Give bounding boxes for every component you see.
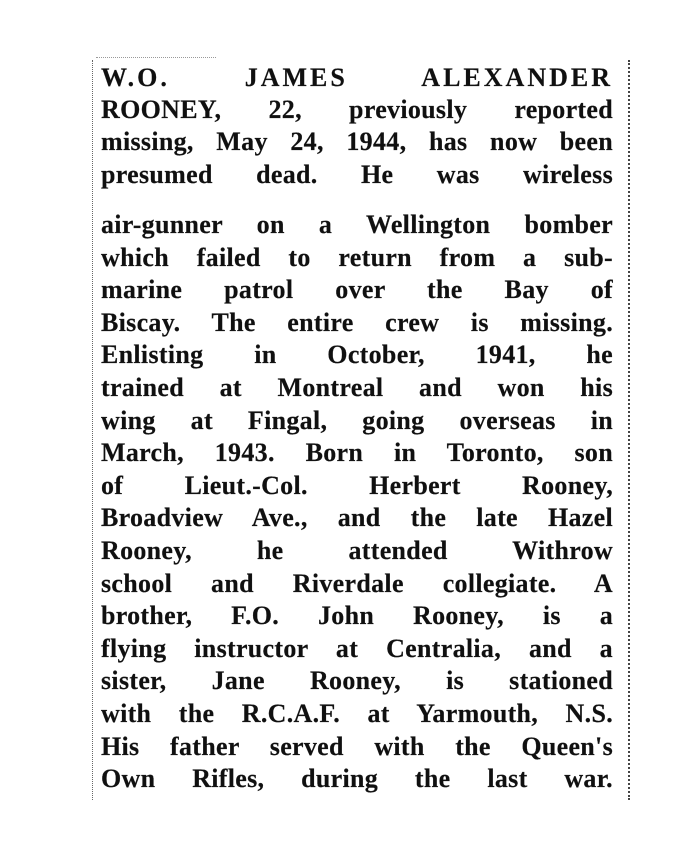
article-line: presumed dead. He was wireless	[101, 160, 613, 189]
article-line: Rooney, he attended Withrow	[101, 536, 613, 565]
article-line: Own Rifles, during the last war.	[101, 764, 613, 794]
article-line: of Lieut.-Col. Herbert Rooney,	[101, 470, 613, 500]
right-column-rule	[628, 60, 630, 800]
article-line: His father served with the Queen's	[101, 731, 613, 761]
article-line: wing at Fingal, going overseas in	[101, 405, 613, 435]
article-line: air-gunner on a Wellington bomber	[101, 210, 613, 239]
article-line: marine patrol over the Bay of	[101, 275, 613, 305]
article-line: which failed to return from a sub-	[101, 242, 613, 272]
article-line: ROONEY, 22, previously reported	[101, 95, 613, 124]
article-line: school and Riverdale collegiate. A	[101, 568, 613, 598]
article-line: flying instructor at Centralia, and a	[101, 633, 613, 663]
article-line: Broadview Ave., and the late Hazel	[101, 503, 613, 533]
left-column-rule	[92, 60, 93, 800]
article-line: brother, F.O. John Rooney, is a	[101, 601, 613, 631]
article-line: sister, Jane Rooney, is stationed	[101, 666, 613, 696]
article-line: Biscay. The entire crew is missing.	[101, 307, 613, 337]
article-line: March, 1943. Born in Toronto, son	[101, 438, 613, 468]
article-line: trained at Montreal and won his	[101, 373, 613, 402]
top-rule	[96, 57, 216, 58]
headline: W.O. JAMES ALEXANDER	[101, 63, 613, 92]
article-line: Enlisting in October, 1941, he	[101, 340, 613, 370]
article-line: with the R.C.A.F. at Yarmouth, N.S.	[101, 699, 613, 728]
article-line: missing, May 24, 1944, has now been	[101, 127, 613, 156]
